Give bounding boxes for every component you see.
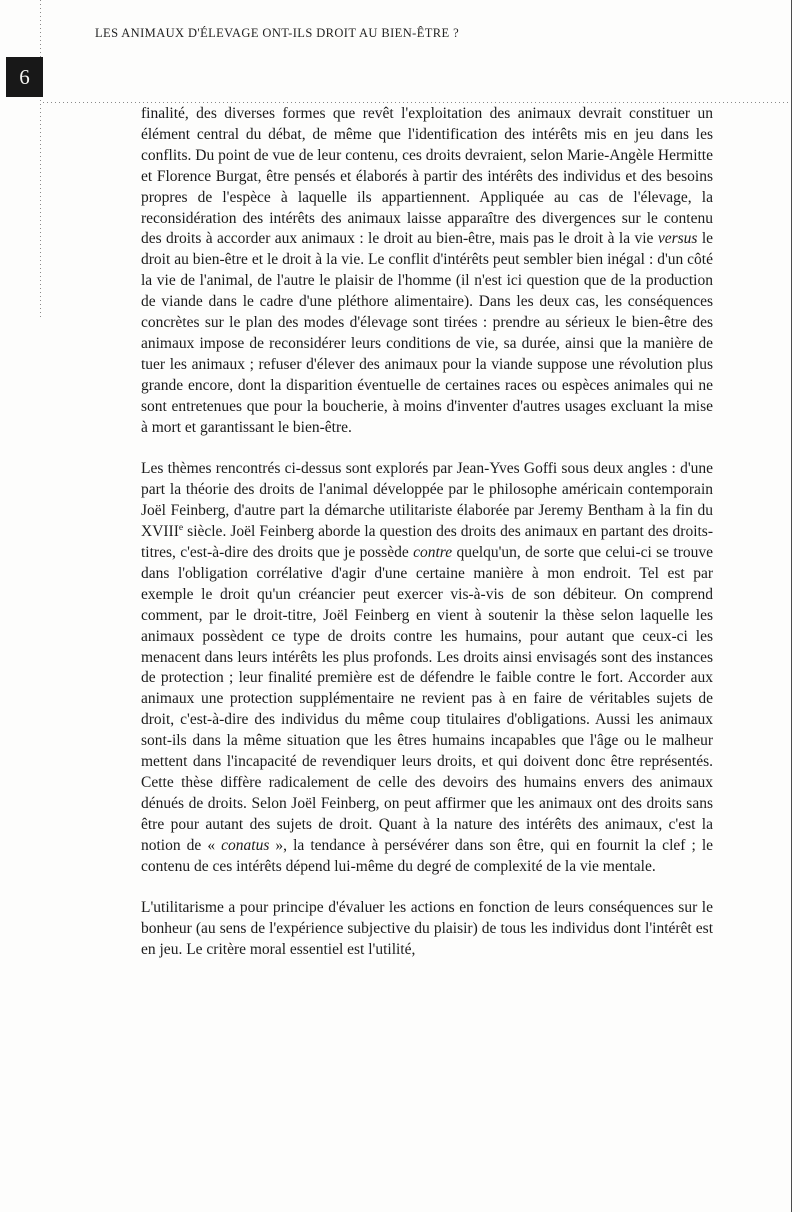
text-run-italic: versus [657, 230, 698, 248]
text-run: Les thèmes rencontrés ci-dessus sont explorés par Jean-Yves Goffi sous deux angles : d'une part la théorie des droits de l'animal développée par le philosophe américain contemporain Joël Feinberg, d'autre part la démarche utilitariste élaborée par Jeremy Bentham à la fin du XVIII [141, 460, 713, 541]
text-run: finalité, des diverses formes que revêt l'exploitation des animaux devrait constituer un élément central du débat, de même que l'identification des intérêts mis en jeu dans les conflits. Du point de vue de leur contenu, ces droits devraient, selon Marie-Angèle Hermitte et Florence Burgat, être pensés et élaborés à partir des intérêts des individus et des besoins propres de l'espèce à laquelle ils appartiennent. Appliquée au cas de l'élevage, la reconsidération des intérêts des animaux laisse apparaître des divergences sur le contenu des droits à accorder aux animaux : le droit au bien-être, mais pas le droit à la vie [141, 105, 713, 248]
text-run: », la tendance à persévérer dans son être, qui en fournit la clef ; le contenu de ces intérêts dépend lui-même du degré de complexité de la vie mentale. [141, 836, 714, 875]
text-run-sup: e [178, 521, 184, 533]
text-run-italic: conatus [221, 836, 270, 854]
text-run: L'utilitarisme a pour principe d'évaluer les actions en fonction de leurs conséquences sur le bonheur (au sens de l'expérience subjective du plaisir) de tous les individus dont l'intérêt est en jeu. Le critère moral essentiel est l'utilité, [141, 899, 713, 959]
text-run: quelqu'un, de sorte que celui-ci se trouve dans l'obligation corrélative d'agir d'une certaine manière à mon endroit. Tel est par exemple le droit qu'un créancier peut exercer vis-à-vis de son débiteur. On comprend comment, par le droit-titre, Joël Feinberg en vient à soutenir la thèse selon laquelle les animaux possèdent ce type de droits contre les humains, pour autant que ceux-ci les menacent dans leurs intérêts les plus profonds. Les droits ainsi envisagés sont des instances de protection ; leur finalité première est de défendre le faible contre le fort. Accorder aux animaux une protection supplémentaire ne revient pas à en faire de véritables sujets de droit, c'est-à-dire des individus du même coup titulaires d'obligations. Aussi les animaux sont-ils dans la même situation que les êtres humains incapables que l'âge ou le malheur mettent dans l'incapacité de revendiquer leurs droits, et qui doivent donc être représentés. Cette thèse diffère radicalement de celle des devoirs des humains envers des animaux dénués de droits. Selon Joël Feinberg, on peut affirmer que les animaux ont des droits sans être pour autant des sujets de droit. Quant à la nature des intérêts des animaux, c'est la notion de « [141, 544, 713, 854]
running-header: LES ANIMAUX D'ÉLEVAGE ONT-ILS DROIT AU BIEN-ÊTRE ? [95, 26, 460, 40]
text-run: le droit au bien-être et le droit à la vie. Le conflit d'intérêts peut sembler bien inégal : d'un côté la vie de l'animal, de l'autre le plaisir de l'homme (il n'est ici question que de la production de viande dans le cadre d'une pléthore alimentaire). Dans les deux cas, les conséquences concrètes sur le plan des modes d'élevage sont tirées : prendre au sérieux le bien-être des animaux impose de reconsidérer leurs conditions de vie, sa durée, ainsi que la manière de tuer les animaux ; refuser d'élever des animaux pour la viande suppose une révolution plus grande encore, dont la disparition éventuelle de certaines races ou espèces animales qui ne sont entretenues que pour la boucherie, à moins d'inventer d'autres usages excluant la mise à mort et garantissant le bien-être. [141, 230, 714, 436]
body-text [141, 104, 713, 961]
text-run-italic: contre [413, 544, 453, 562]
page-number-box [6, 57, 43, 97]
paragraph [141, 898, 713, 961]
page-number: 6 [19, 64, 30, 89]
left-dotted-rule [40, 0, 41, 318]
paragraph [141, 104, 713, 439]
text-run: siècle. Joël Feinberg aborde la question des droits des animaux en partant des droits-titres, c'est-à-dire des droits que je possède [141, 523, 713, 562]
header-dotted-rule [43, 102, 794, 103]
right-edge-rule [791, 0, 792, 1212]
paragraph [141, 459, 713, 877]
